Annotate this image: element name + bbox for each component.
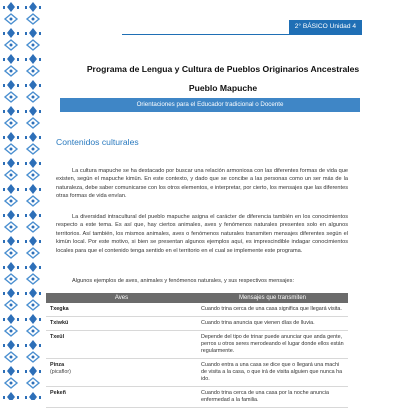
column-header-mensajes: Mensajes que transmiten xyxy=(197,293,348,303)
column-header-aves: Aves xyxy=(46,293,197,303)
bird-name xyxy=(46,387,197,408)
bird-message: Cuando entra a una casa se dice que o llegará una machi de visita a la casa, o que irá de visita alguien que nunca ha ido. xyxy=(197,359,348,387)
bird-name-text: Txiwkü xyxy=(50,320,69,326)
program-title: Programa de Lengua y Cultura de Pueblos Originarios Ancestrales xyxy=(86,64,360,74)
bird-name xyxy=(46,303,197,317)
decorative-border xyxy=(0,0,44,400)
paragraph-intro: La cultura mapuche se ha destacado por buscar una relación armoniosa con las diferentes formas de vida que existen, según el mapuche kimün. En este contexto, y dado que se concibe a las personas como un ser más de la naturaleza, debe saber comunicarse con los otros elementos, e interpretar, por cierto, los mensajes que las diferentes otras formas de vida envían. xyxy=(56,168,348,200)
bird-message: Depende del tipo de trinar puede anunciar que anda gente, perros u otros seres merodeando el lugar donde ellos están regularmente. xyxy=(197,331,348,359)
bird-name-text: Pinza xyxy=(50,362,65,368)
bird-name xyxy=(46,317,197,331)
table-row xyxy=(46,387,348,408)
table-row xyxy=(46,331,348,359)
bird-name xyxy=(46,359,197,387)
birds-messages-table xyxy=(46,293,348,408)
bird-name-text: Txeül xyxy=(50,334,65,340)
bird-name xyxy=(46,331,197,359)
section-heading: Contenidos culturales xyxy=(56,137,139,147)
table-row xyxy=(46,359,348,387)
grade-unit-badge: 2° BÁSICO Unidad 4 xyxy=(289,20,362,34)
table-row xyxy=(46,303,348,317)
table-row xyxy=(46,317,348,331)
bird-message: Cuando trina anuncia que vienen días de lluvia. xyxy=(197,317,348,331)
bird-name-text: Txegka xyxy=(50,306,69,312)
bird-message: Cuando trina cerca de una casa significa que llegará visita. xyxy=(197,303,348,317)
bird-message: Cuando trina cerca de una casa por la noche anuncia enfermedad a la familia. xyxy=(197,387,348,408)
header-divider xyxy=(122,34,362,35)
paragraph-diversity: La diversidad intracultural del pueblo mapuche asigna el carácter de diferencia también en los conocimientos respecto a este tema. Es así que, hay ciertos animales, aves y fenómenos naturales presentes solo en algunos territorios. Así también, los mismos animales, aves o fenómenos naturales transmiten mensajes diferentes según el kimün local. Por este motivo, si bien se presentan algunos ejemplos aquí, es imprescindible indagar conocimientos locales para que el contenido tenga sentido en el territorio en el cual se implemente este programa. xyxy=(56,214,348,254)
bird-name-text: Pekeñ xyxy=(50,390,66,396)
orientation-banner: Orientaciones para el Educador tradicional o Docente xyxy=(60,98,360,112)
mapuche-pattern-icon xyxy=(0,0,44,400)
people-title: Pueblo Mapuche xyxy=(188,83,258,93)
paragraph-examples-lead: Algunos ejemplos de aves, animales y fenómenos naturales, y sus respectivos mensajes: xyxy=(72,278,294,284)
table-header-row xyxy=(46,293,348,303)
bird-name-sub: (picaflor) xyxy=(50,369,71,375)
